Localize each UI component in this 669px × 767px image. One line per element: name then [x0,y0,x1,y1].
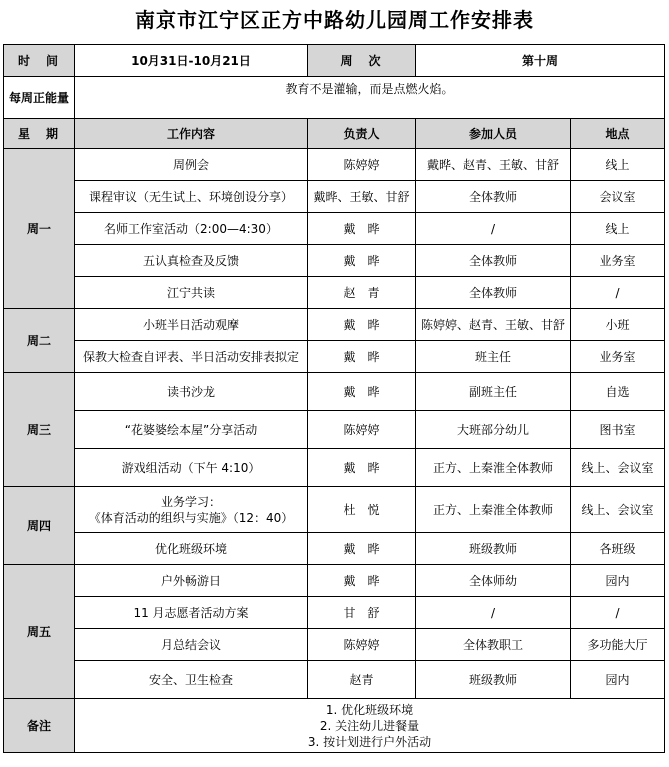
content-cell: 读书沙龙 [75,373,308,411]
owner-cell: 陈婷婷 [308,629,416,661]
day-cell-wednesday: 周三 [4,373,75,487]
table-row [4,661,665,699]
owner-cell: 戴 晔 [308,449,416,487]
table-row [4,213,665,245]
page-title: 南京市江宁区正方中路幼儿园周工作安排表 [135,8,534,32]
day-cell-tuesday: 周二 [4,309,75,373]
table-row [4,565,665,597]
participants-cell: 全体教师 [416,181,571,213]
owner-cell: 戴 晔 [308,245,416,277]
content-cell: 11 月志愿者活动方案 [75,597,308,629]
participants-cell: 全体教职工 [416,629,571,661]
owner-cell: 戴 晔 [308,373,416,411]
location-cell: / [571,277,665,309]
location-cell: 线上 [571,149,665,181]
owner-cell: 戴 晔 [308,565,416,597]
table-row [4,533,665,565]
motto-label: 每周正能量 [4,77,75,119]
table-row [4,487,665,533]
content-cell: 小班半日活动观摩 [75,309,308,341]
location-cell: 各班级 [571,533,665,565]
location-cell: 会议室 [571,181,665,213]
location-cell: 园内 [571,661,665,699]
location-cell: 自选 [571,373,665,411]
participants-cell: 全体教师 [416,277,571,309]
owner-cell: 戴 晔 [308,213,416,245]
content-cell: 安全、卫生检查 [75,661,308,699]
owner-cell: 赵青 [308,661,416,699]
table-row [4,149,665,181]
content-line: 业务学习： [160,494,221,509]
table-row [4,373,665,411]
table-row [4,449,665,487]
location-cell: 线上、会议室 [571,487,665,533]
day-cell-friday: 周五 [4,565,75,699]
participants-cell: 班主任 [416,341,571,373]
table-row [4,411,665,449]
col-day: 星 期 [4,119,75,149]
location-cell: 业务室 [571,341,665,373]
motto-row [4,77,665,119]
note-item: 2. 关注幼儿进餐量 [319,718,420,733]
participants-cell: / [416,597,571,629]
header-row [4,45,665,77]
content-cell: 优化班级环境 [75,533,308,565]
content-cell: 保教大检查自评表、半日活动安排表拟定 [75,341,308,373]
participants-cell: / [416,213,571,245]
content-cell: 周例会 [75,149,308,181]
col-location: 地点 [571,119,665,149]
participants-cell: 陈婷婷、赵青、王敏、甘舒 [416,309,571,341]
table-row [4,341,665,373]
content-cell: 江宁共读 [75,277,308,309]
participants-cell: 班级教师 [416,661,571,699]
table-row [4,277,665,309]
location-cell: 多功能大厅 [571,629,665,661]
participants-cell: 戴晔、赵青、王敏、甘舒 [416,149,571,181]
location-cell: 园内 [571,565,665,597]
owner-cell: 陈婷婷 [308,411,416,449]
participants-cell: 正方、上秦淮全体教师 [416,487,571,533]
motto-text: 教育不是灌输，而是点燃火焰。 [75,77,665,119]
owner-cell: 戴 晔 [308,341,416,373]
content-cell: 名师工作室活动（2:00—4:30） [75,213,308,245]
location-cell: 小班 [571,309,665,341]
location-cell: 线上、会议室 [571,449,665,487]
participants-cell: 大班部分幼儿 [416,411,571,449]
time-label: 时 间 [4,45,75,77]
table-row [4,309,665,341]
table-row [4,245,665,277]
column-header-row [4,119,665,149]
owner-cell: 陈婷婷 [308,149,416,181]
content-cell: 月总结会议 [75,629,308,661]
table-row [4,181,665,213]
content-cell: 户外畅游日 [75,565,308,597]
notes-cell [75,699,665,753]
col-content: 工作内容 [75,119,308,149]
owner-cell: 甘 舒 [308,597,416,629]
note-item: 3. 按计划进行户外活动 [307,734,432,749]
content-cell: 课程审议（无生试上、环境创设分享） [75,181,308,213]
owner-cell: 戴晔、王敏、甘舒 [308,181,416,213]
owner-cell: 戴 晔 [308,533,416,565]
note-item: 1. 优化班级环境 [325,702,414,717]
owner-cell: 赵 青 [308,277,416,309]
owner-cell: 戴 晔 [308,309,416,341]
day-cell-thursday: 周四 [4,487,75,565]
participants-cell: 正方、上秦淮全体教师 [416,449,571,487]
time-value: 10月31日-10月21日 [75,45,308,77]
location-cell: 线上 [571,213,665,245]
col-owner: 负责人 [308,119,416,149]
table-row [4,597,665,629]
notes-label: 备注 [4,699,75,753]
location-cell: / [571,597,665,629]
day-cell-monday: 周一 [4,149,75,309]
content-line: 《体育活动的组织与实施》（12：40） [88,510,294,525]
week-label: 周 次 [308,45,416,77]
content-cell: 游戏组活动（下午 4:10） [75,449,308,487]
content-cell: “花婆婆绘本屋”分享活动 [75,411,308,449]
table-row [4,629,665,661]
schedule-table [3,44,665,753]
week-value: 第十周 [416,45,665,77]
location-cell: 图书室 [571,411,665,449]
location-cell: 业务室 [571,245,665,277]
participants-cell: 全体教师 [416,245,571,277]
notes-row [4,699,665,753]
participants-cell: 全体师幼 [416,565,571,597]
participants-cell: 班级教师 [416,533,571,565]
content-cell [75,487,308,533]
owner-cell: 杜 悦 [308,487,416,533]
content-cell: 五认真检查及反馈 [75,245,308,277]
participants-cell: 副班主任 [416,373,571,411]
col-participants: 参加人员 [416,119,571,149]
